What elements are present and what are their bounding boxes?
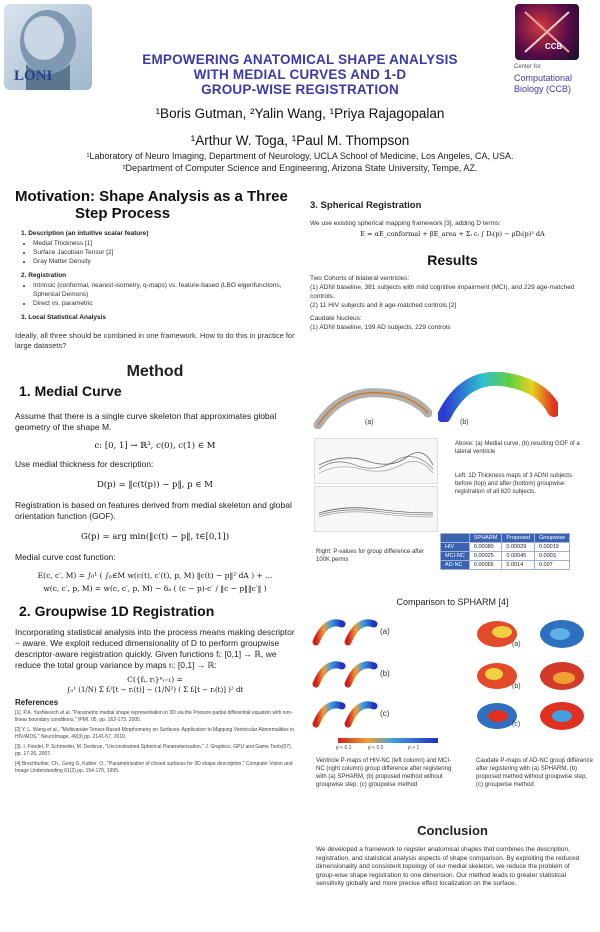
bullet: • Direct vs. parametric xyxy=(33,299,295,308)
medial-curve-p1: Assume that there is a single curve skeleton that approximates global geometry of the shape M. xyxy=(15,411,277,432)
ccb-caption-small: Center for xyxy=(514,64,541,70)
dataset-1: (1) ADNI baseline, 381 subjects with mild cognitive impairment (MCI), and 229 age-matched controls. xyxy=(310,284,575,300)
motivation-heading-line-2: Step Process xyxy=(75,205,171,222)
spharm-comparison-figure xyxy=(312,612,596,752)
motivation-heading-line-1: Motivation: Shape Analysis as a Three xyxy=(15,188,288,205)
authors-line-2: ¹Arthur W. Toga, ¹Paul M. Thompson xyxy=(190,133,410,148)
groupwise-paragraph: Incorporating statistical analysis into the process means making descriptor − aware. We exploit reduced dimensionality of D to perform groupwise descriptor-aware registration quickly. Given functions fᵢ: [0,1] → ℝ, we reduce the total group variance by maps rᵢ: [0,1] → ℝ: xyxy=(15,627,295,670)
table-header-row xyxy=(441,534,570,543)
right-column xyxy=(310,200,595,332)
affiliation-1: ¹Laboratory of Neuro Imaging, Department of Neurology, UCLA School of Medicine, Los Angeles, CA, USA. xyxy=(86,151,514,161)
equation-cost-2: w(c, c′, p, M) = w(c, c′, p, M) − δₐ ( (c − p)·c′ / ‖c − p‖‖c′‖ ) xyxy=(43,584,267,593)
equation-gof: G(p) = arg min(‖c(t) − p‖, t∈[0,1]) xyxy=(80,532,230,542)
thickness-lines-after xyxy=(315,487,437,531)
bullet: • Medial Thickness [1] xyxy=(33,239,295,248)
loni-logo-text: LONI xyxy=(14,68,53,84)
spherical-text: We use existing spherical mapping framework [3], adding D terms: xyxy=(310,220,501,227)
bullet: • Intrinsic (conformal, nearest-isometry, q-maps) vs. feature-based (LBO eigenfunctions, Spherical Demons) xyxy=(33,281,295,299)
caudate-dataset: (1) ADNI baseline, 199 AD subjects, 229 controls xyxy=(310,324,451,331)
figure-label-a: (a) xyxy=(365,419,374,426)
table-cell: 0.0014 xyxy=(502,561,535,570)
caudate-label-c: (c) xyxy=(512,721,521,728)
comparison-label-a: (a) xyxy=(380,627,390,636)
table-cell: 0.00019 xyxy=(534,543,569,552)
affiliation-2: ²Department of Computer Science and Engineering, Arizona State University, Tempe, AZ. xyxy=(122,163,478,173)
table-cell: 0.00065 xyxy=(469,561,502,570)
ccb-caption xyxy=(514,62,600,95)
thickness-plot-before xyxy=(314,438,438,484)
reference-1: [1]. P.A. Yushkevich et al. "Parametric medial shape representation in 3D via the Poisson partial differential equation with non-linear boundary conditions," IPMI, 05, pp. 162-173, 2005. xyxy=(15,710,293,723)
pvalue-caption: Right: P-values for group difference after 100K perms xyxy=(316,549,424,563)
table-header-cell: Groupwise xyxy=(534,534,569,543)
table-cell: AD-NC xyxy=(441,561,470,570)
reference-2: [2] Y. L. Wang et al., "Multivariate Tensor-Based Morphometry on Surfaces: Application to Mapping Ventricular Abnormalities in HIV/AIDS," NeuroImage, 49(3) pp. 2141-57, 2010. xyxy=(15,727,294,740)
table-cell: 0.007 xyxy=(534,561,569,570)
ventricle-row-c xyxy=(316,705,374,724)
table-cell: 0.0003 xyxy=(534,552,569,561)
reference-4: [4] Brechbuhler, Ch., Gerig G, Kubler, O., "Parametrization of closed surfaces for 3D shape description," Computer Vision and Image Understanding 61(2) pp. 154-170, 1995. xyxy=(15,761,293,774)
bullet: • Surface Jacobian Tensor [2] xyxy=(33,248,295,257)
medial-curve-heading: 1. Medial Curve xyxy=(19,383,122,399)
motivation-item-3: 3. Local Statistical Analysis xyxy=(21,314,107,321)
table-cell: 0.00045 xyxy=(502,552,535,561)
table-cell: 0.00025 xyxy=(469,552,502,561)
comparison-label-c: (c) xyxy=(380,709,390,718)
gof-ventricle-figure xyxy=(438,372,558,422)
table-cell: HIV xyxy=(441,543,470,552)
table-row xyxy=(441,552,570,561)
conclusion-heading: Conclusion xyxy=(417,823,488,838)
ccb-logo-text: CCB xyxy=(545,42,563,51)
dna-helix-icon xyxy=(515,4,579,60)
table-cell: 0.00029 xyxy=(502,543,535,552)
motivation-heading xyxy=(15,188,295,222)
left-column xyxy=(15,188,295,775)
conclusion-text: We developed a framework to register anatomical shapes that combines the description, registration, and statistical analysis aspects of shape comparison. By exploiting the reduced dimensionality and consistent topology of our medial skeleton, we reduce the problem of group-wise shape registration to one dimension. Our method leads to greater statistical sensitivity globally and more precise effect localization on the surface. xyxy=(316,846,580,887)
title-line-3: GROUP-WISE REGISTRATION xyxy=(201,82,399,97)
title-line-1: EMPOWERING ANATOMICAL SHAPE ANALYSIS xyxy=(142,52,458,67)
method-heading: Method xyxy=(126,363,184,380)
figure-label-b: (b) xyxy=(460,419,469,426)
ventricle-row-b xyxy=(316,665,374,684)
medial-curve-p2: Use medial thickness for description: xyxy=(15,459,154,469)
equation-variance-2: ∫₀¹ (1/N) Σ fᵢ²[t − rᵢ(t)] − (1/N²) ( Σ fᵢ[t − rᵢ(t)] )² dt xyxy=(66,686,244,694)
motivation-item-1: 1. Description (an intuitive scalar feature) xyxy=(21,230,149,237)
table-row xyxy=(441,561,570,570)
equation-thickness: D(p) = ‖c(t(p)) − p‖, p ∈ M xyxy=(96,480,213,490)
title-line-2: WITH MEDIAL CURVES AND 1-D xyxy=(193,67,407,82)
ccb-logo xyxy=(515,4,579,60)
caudate-grid xyxy=(477,620,584,730)
table-header-cell: SPHARM xyxy=(469,534,502,543)
groupwise-heading: 2. Groupwise 1D Registration xyxy=(19,603,215,619)
colorbar-low-label: p < 0.1 xyxy=(336,745,352,751)
references-heading: References xyxy=(15,698,59,707)
pvalue-table xyxy=(440,533,570,570)
spherical-heading: 3. Spherical Registration xyxy=(310,200,422,211)
thickness-plot-after xyxy=(314,486,438,532)
gof-caption: Above: (a) Medial curve, (b) resulting GOF of a lateral ventricle xyxy=(455,441,580,455)
thickness-caption: Left: 1D Thickness maps of 3 ADNI subjects before (top) and after (bottom) groupwise registration of all 620 subjects. xyxy=(455,473,572,495)
reference-3: [3]. I. Friedel, P. Schroeder, M. Desbrun, "Unconstrained Spherical Parameterization," J. Graphics, GPU and Game Tools(07), pp. 17-26, 2007. xyxy=(15,744,293,757)
equation-cost-1: E(c, c′, M) = ∫₀¹ ( ∫ₚ∈M w(c(t), c′(t), p, M) ‖c(t) − p‖² dA ) + ... xyxy=(37,571,273,580)
ccb-caption-main: Computational Biology (CCB) xyxy=(514,73,573,94)
pvalue-colorbar xyxy=(338,738,438,743)
table-header-cell: Proposed xyxy=(502,534,535,543)
results-heading: Results xyxy=(427,252,478,268)
motivation-item-2-bullets xyxy=(33,281,295,308)
spherical-equation: E = αE_conformal + βE_area + Σᵢ cᵢ ∫ Dᵢ(p) − ρDᵢ(p)² dA xyxy=(360,230,545,238)
poster-title xyxy=(120,52,480,97)
motivation-item-2: 2. Registration xyxy=(21,272,67,279)
colorbar-high-label: p > 1 xyxy=(408,745,420,751)
equation-variance-1: C({fᵢ, rᵢ}ⁿᵢ₌₁) = xyxy=(127,675,183,684)
medial-curve-p4: Medial curve cost function: xyxy=(15,552,116,562)
comparison-label-b: (b) xyxy=(380,669,390,678)
table-cell: MCI-NC xyxy=(441,552,470,561)
datasets-title: Two Cohorts of bilateral ventricles: xyxy=(310,275,410,282)
dataset-2: (2) 11 HIV subjects and 8 age-matched controls [2] xyxy=(310,302,457,309)
authors-line-1: ¹Boris Gutman, ²Yalin Wang, ¹Priya Rajagopalan xyxy=(155,106,445,121)
table-header-cell xyxy=(441,534,470,543)
loni-logo xyxy=(4,4,92,90)
motivation-item-1-bullets xyxy=(33,239,295,266)
caudate-pmap-caption: Caudate P-maps of AD-NC group difference after registering with (a) SPHARM, (b) proposed method without groupwise step, (c) groupwise method xyxy=(476,758,593,788)
caudate-label-b: (b) xyxy=(512,683,521,690)
table-cell: 0.00080 xyxy=(469,543,502,552)
table-row xyxy=(441,543,570,552)
comparison-heading: Comparison to SPHARM [4] xyxy=(396,597,509,607)
caudate-title: Caudate Nucleus: xyxy=(310,315,362,322)
ventricle-row-a xyxy=(316,623,374,642)
equation-curve: c: [0, 1] → ℝ³, c(0), c(1) ∈ M xyxy=(94,441,216,451)
thickness-lines-before xyxy=(315,439,437,483)
caudate-label-a: (a) xyxy=(512,641,521,648)
colorbar-mid-label: p < 0.5 xyxy=(368,745,384,751)
medial-curve-p3: Registration is based on features derived from medial skeleton and global orientation function (GOF). xyxy=(15,500,292,521)
ventricle-pmap-caption: Ventricle P-maps of HIV-NC (left column) and MCI-NC (right column) group difference after registering with (a) SPHARM, (b) proposed method without groupwise step, (c) groupwise method xyxy=(316,758,452,788)
motivation-closing: Ideally, all three should be combined in one framework. How to do this in practice for large datasets? xyxy=(15,331,295,350)
bullet: • Gray Matter Density xyxy=(33,257,295,266)
